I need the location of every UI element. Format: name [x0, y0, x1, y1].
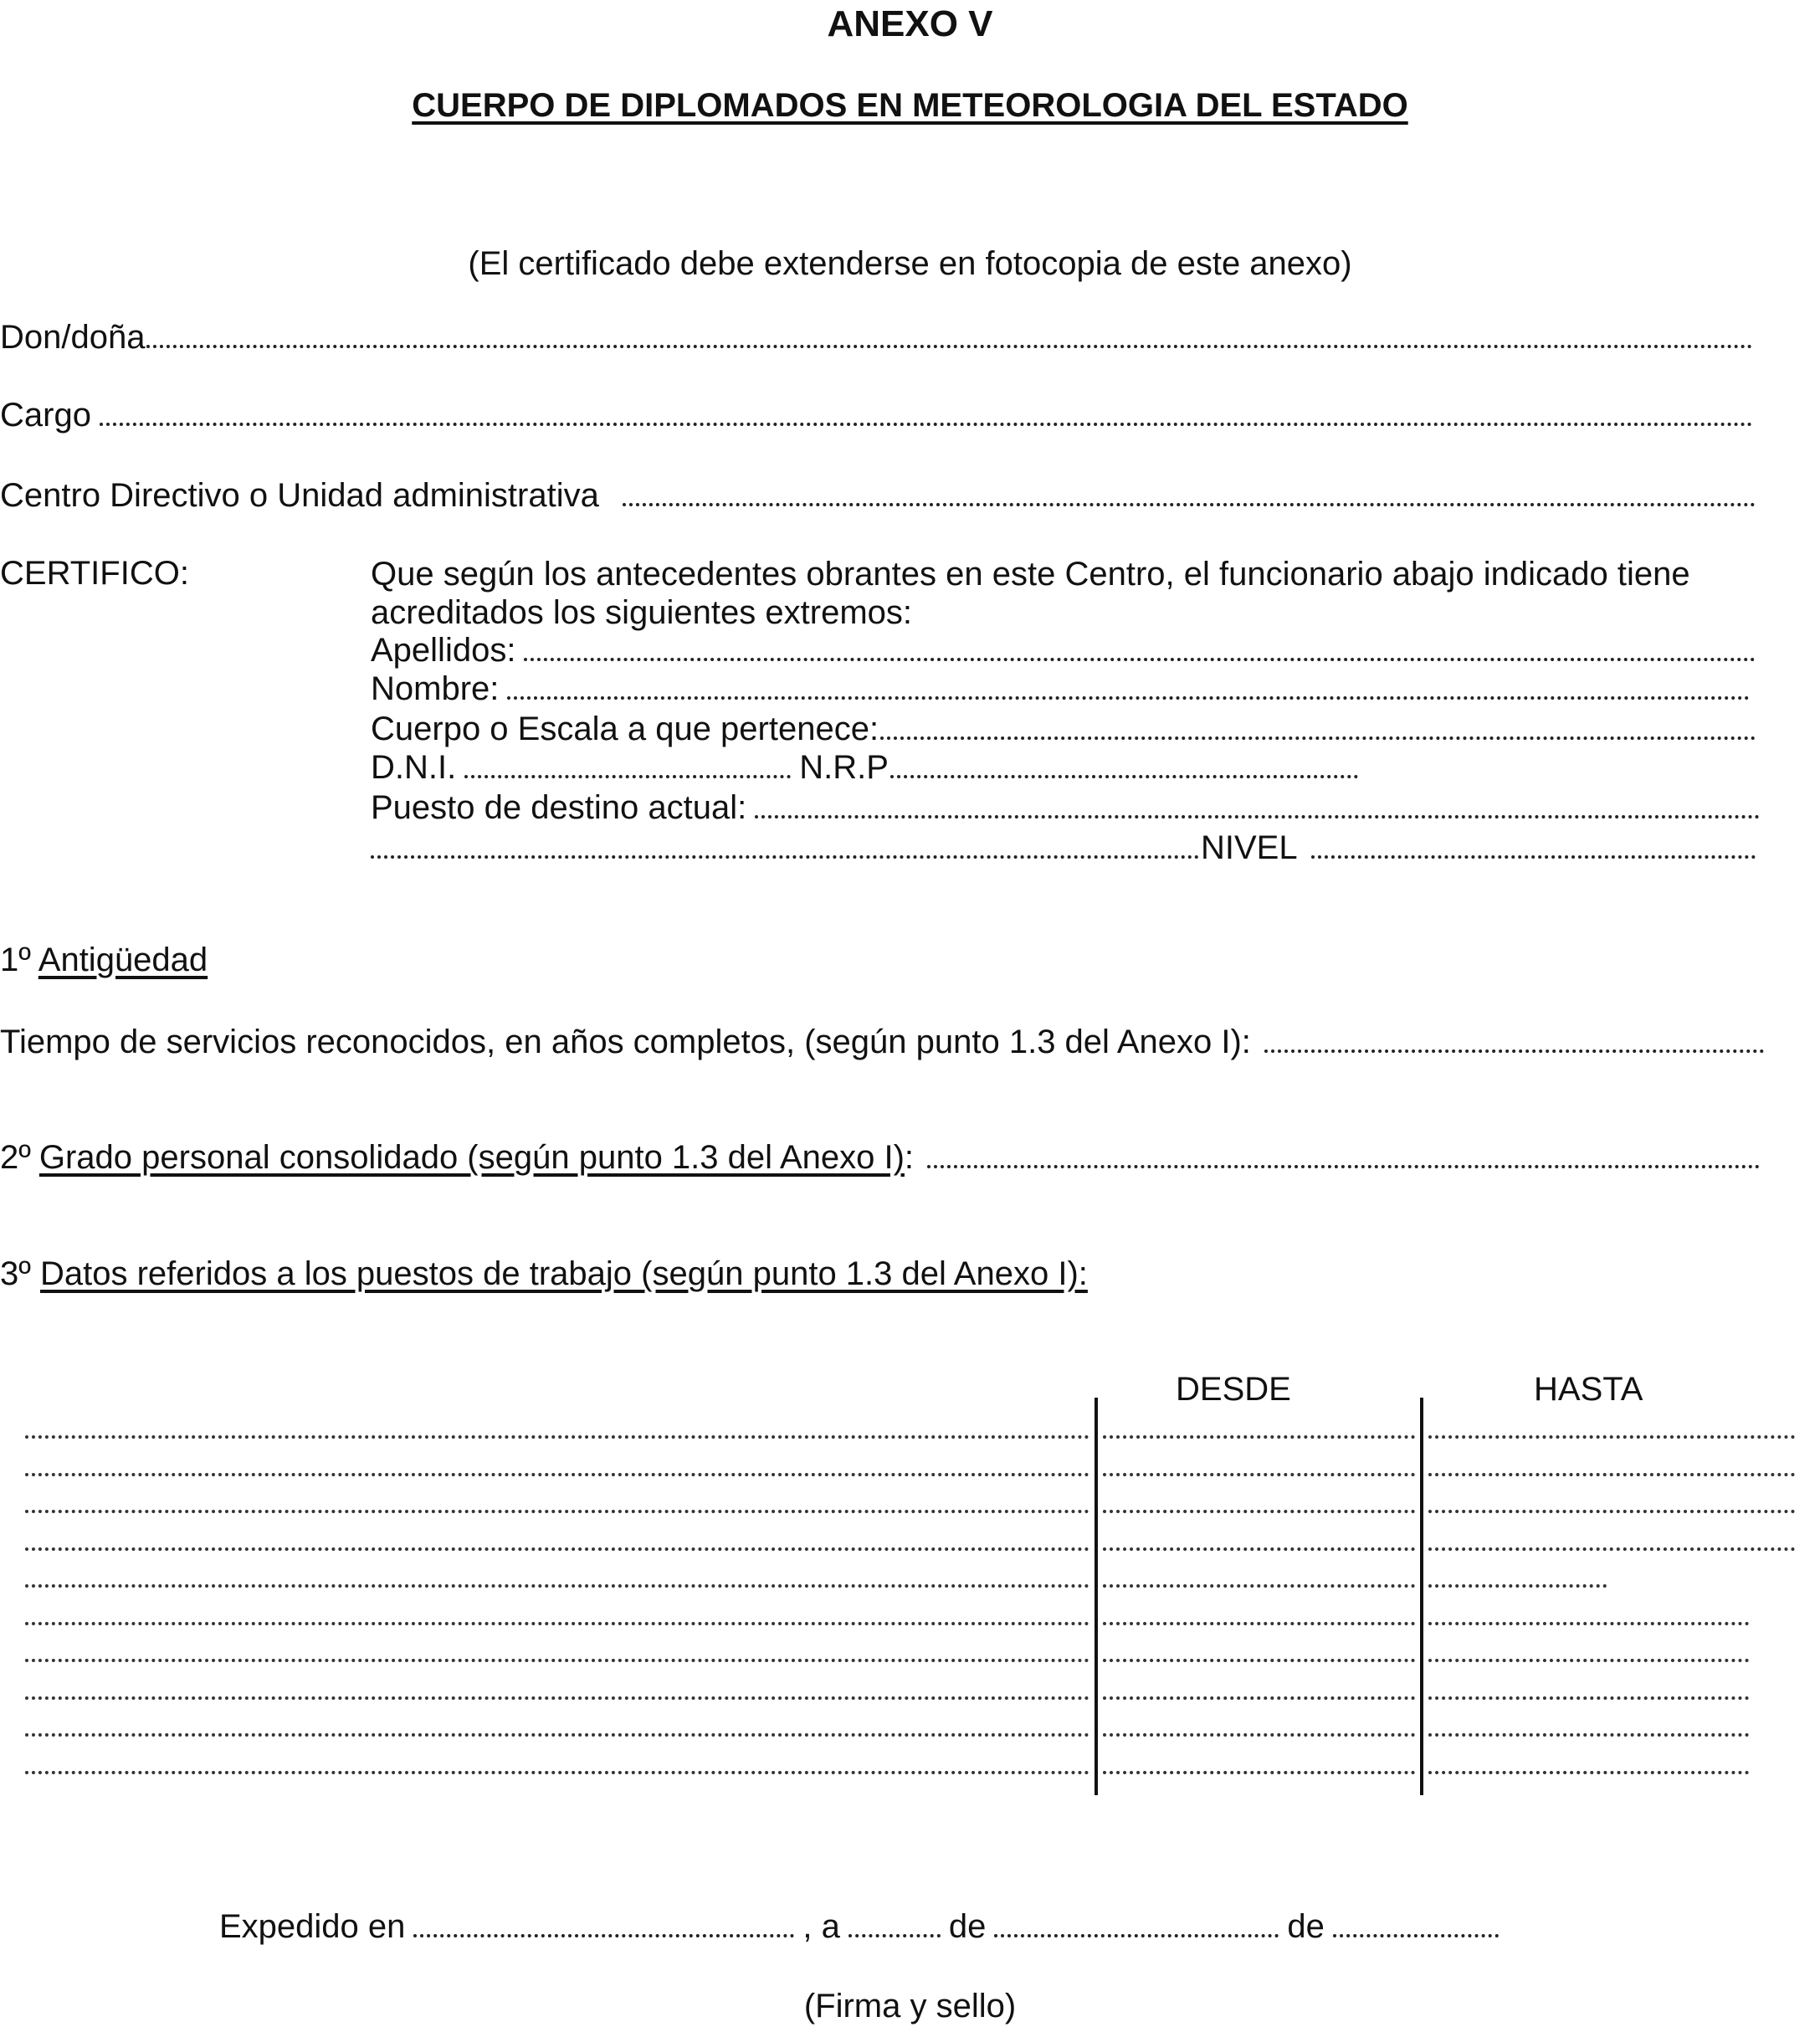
field-dots — [146, 345, 1753, 348]
field-dots — [1264, 1049, 1764, 1053]
cell-desde[interactable] — [1103, 1771, 1415, 1774]
cell-desde[interactable] — [1103, 1547, 1415, 1551]
footer-expedido-label: Expedido en — [219, 1908, 406, 1945]
cell-puesto[interactable] — [25, 1547, 1089, 1551]
cell-desde[interactable] — [1103, 1733, 1415, 1737]
section-title: Datos referidos a los puestos de trabajo (según punto 1.3 del Anexo I): — [39, 1255, 1088, 1292]
field-label: N.R.P — [799, 749, 889, 786]
document-title: ANEXO V — [827, 3, 993, 44]
field-apellidos[interactable] — [371, 633, 1756, 670]
cell-hasta[interactable] — [1428, 1733, 1749, 1737]
cell-desde[interactable] — [1103, 1622, 1415, 1625]
footer-a-label: , a — [802, 1908, 840, 1945]
field-dots — [994, 1934, 1279, 1937]
cell-hasta[interactable] — [1428, 1622, 1749, 1625]
field-dots — [100, 423, 1753, 426]
cell-puesto[interactable] — [25, 1771, 1089, 1774]
field-dots — [464, 775, 791, 778]
footer-de-label: de — [1287, 1908, 1325, 1945]
column-header-desde: DESDE — [1176, 1371, 1291, 1408]
field-cargo[interactable] — [0, 394, 1753, 434]
footer-de-label: de — [948, 1908, 987, 1945]
section-1-heading — [0, 942, 208, 979]
field-label: Apellidos: — [371, 632, 516, 669]
section-colon: : — [904, 1139, 915, 1176]
field-label: Nombre: — [371, 670, 500, 707]
cell-hasta[interactable] — [1428, 1473, 1795, 1476]
cell-desde[interactable] — [1103, 1696, 1415, 1700]
column-divider-desde — [1095, 1398, 1098, 1795]
cell-hasta[interactable] — [1428, 1659, 1749, 1662]
field-dots — [371, 855, 1199, 859]
field-dots — [524, 658, 1756, 661]
cell-puesto[interactable] — [25, 1473, 1089, 1476]
cell-desde[interactable] — [1103, 1435, 1415, 1439]
field-nombre[interactable] — [371, 671, 1750, 708]
cell-hasta[interactable] — [1428, 1696, 1749, 1700]
cell-puesto[interactable] — [25, 1510, 1089, 1513]
field-label: Cargo — [0, 397, 91, 434]
field-don-dona[interactable] — [0, 316, 1753, 357]
cell-desde[interactable] — [1103, 1659, 1415, 1662]
cell-puesto[interactable] — [25, 1584, 1089, 1588]
field-cuerpo[interactable] — [371, 711, 1756, 748]
cell-puesto[interactable] — [25, 1435, 1089, 1439]
cell-hasta[interactable] — [1428, 1435, 1795, 1439]
cell-desde[interactable] — [1103, 1473, 1415, 1476]
field-dots — [880, 736, 1756, 740]
field-label: Don/doña — [0, 319, 146, 356]
column-divider-hasta — [1420, 1398, 1423, 1795]
signature-note: (Firma y sello) — [803, 1988, 1017, 2024]
cell-puesto[interactable] — [25, 1696, 1089, 1700]
certifico-label: CERTIFICO: — [0, 555, 189, 592]
issue-line[interactable] — [219, 1904, 1507, 1946]
field-antiguedad[interactable] — [0, 1021, 1764, 1061]
certifico-text: Que según los antecedentes obrantes en este Centro, el funcionario abajo indicado tiene acreditados los siguientes extremos: — [371, 556, 1690, 631]
cell-desde[interactable] — [1103, 1510, 1415, 1513]
field-label: Tiempo de servicios reconocidos, en años completos, (según punto 1.3 del Anexo I): — [0, 1024, 1251, 1060]
cell-puesto[interactable] — [25, 1659, 1089, 1662]
section-title: Antigüedad — [38, 942, 208, 978]
field-nivel[interactable] — [371, 830, 1756, 867]
document-subtitle: CUERPO DE DIPLOMADOS EN METEOROLOGIA DEL ESTADO — [412, 87, 1408, 124]
field-dots — [507, 696, 1750, 700]
section-number: 2º — [0, 1139, 31, 1176]
cell-hasta[interactable] — [1428, 1510, 1795, 1513]
field-dots — [623, 503, 1756, 506]
document-note: (El certificado debe extenderse en fotocopia de este anexo) — [468, 245, 1352, 282]
field-dni-nrp[interactable] — [371, 750, 1358, 787]
field-label: Centro Directivo o Unidad administrativa — [0, 477, 599, 514]
cell-puesto[interactable] — [25, 1622, 1089, 1625]
field-dots — [848, 1934, 941, 1937]
field-dots — [755, 815, 1760, 818]
section-3-heading — [0, 1255, 1088, 1293]
field-puesto[interactable] — [371, 790, 1760, 827]
field-centro[interactable] — [0, 475, 1756, 515]
cell-hasta[interactable] — [1428, 1547, 1795, 1551]
field-label: D.N.I. — [371, 749, 457, 786]
field-label: Puesto de destino actual: — [371, 789, 747, 826]
field-label: NIVEL — [1201, 829, 1298, 866]
field-dots — [1311, 855, 1756, 859]
cell-puesto[interactable] — [25, 1733, 1089, 1737]
section-number: 3º — [0, 1255, 31, 1292]
field-label: Cuerpo o Escala a que pertenece: — [371, 711, 879, 747]
field-dots — [1333, 1934, 1499, 1937]
field-dots — [927, 1165, 1760, 1168]
cell-desde[interactable] — [1103, 1584, 1415, 1588]
field-grado-personal[interactable] — [0, 1137, 1760, 1177]
field-dots — [890, 775, 1358, 778]
column-header-hasta: HASTA — [1534, 1371, 1643, 1408]
section-number: 1º — [0, 942, 31, 978]
field-dots — [413, 1934, 794, 1937]
cell-hasta[interactable] — [1428, 1771, 1749, 1774]
section-title: Grado personal consolidado (según punto 1.3 del Anexo I) — [38, 1139, 905, 1176]
cell-hasta[interactable] — [1428, 1584, 1607, 1588]
